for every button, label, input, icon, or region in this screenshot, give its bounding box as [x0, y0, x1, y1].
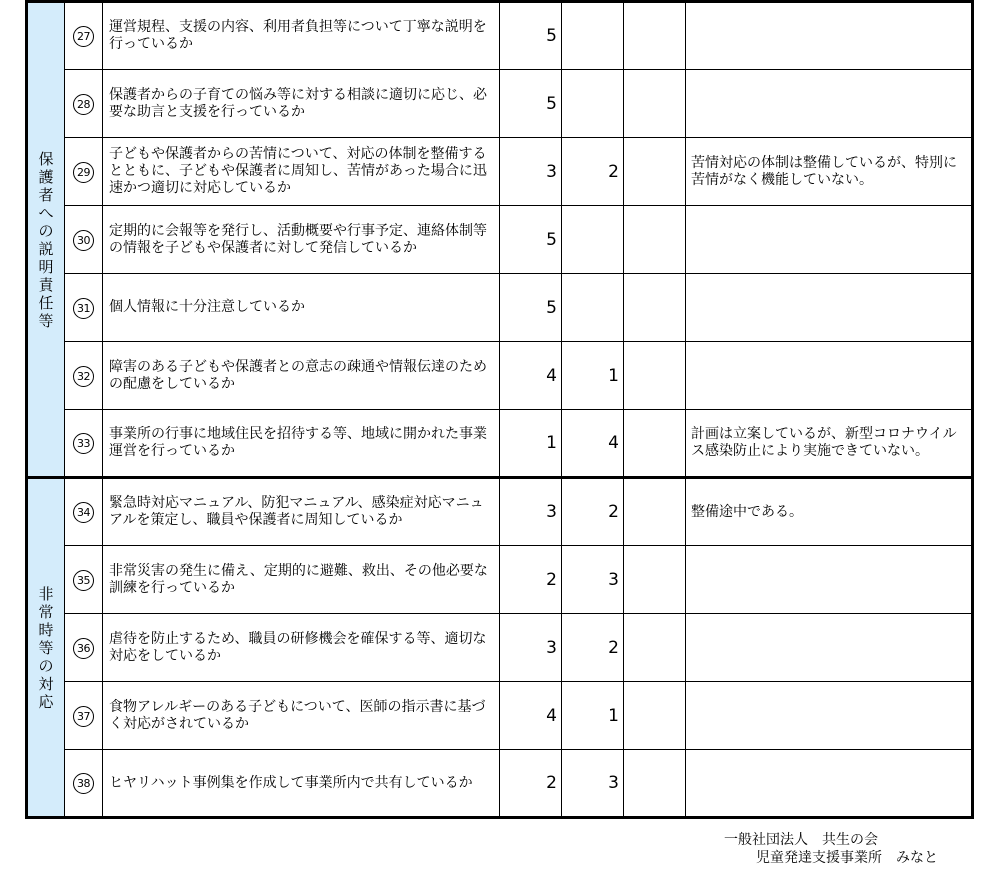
count-yes: 3: [500, 614, 562, 682]
item-number: 34: [73, 502, 94, 523]
remark-cell: [686, 342, 973, 410]
count-partial: 2: [562, 614, 624, 682]
count-yes: 4: [500, 342, 562, 410]
count-no: [624, 546, 686, 614]
item-number-cell: [65, 546, 103, 614]
count-partial: 2: [562, 138, 624, 206]
category-label: 非常時等の対応: [38, 584, 54, 711]
count-partial: [562, 70, 624, 138]
item-number: 37: [73, 706, 94, 727]
evaluation-table: [25, 0, 974, 819]
count-partial: [562, 2, 624, 70]
table-row: [27, 70, 973, 138]
item-text: 定期的に会報等を発行し、活動概要や行事予定、連絡体制等の情報を子どもや保護者に対して発信しているか: [103, 206, 500, 274]
count-partial: 2: [562, 478, 624, 546]
item-number: 35: [73, 570, 94, 591]
count-no: [624, 342, 686, 410]
remark-cell: [686, 682, 973, 750]
item-number: 32: [73, 366, 94, 387]
count-no: [624, 70, 686, 138]
category-cell: [27, 478, 65, 818]
item-number-cell: [65, 614, 103, 682]
count-no: [624, 206, 686, 274]
item-text: 虐待を防止するため、職員の研修機会を確保する等、適切な対応をしているか: [103, 614, 500, 682]
item-number-cell: [65, 274, 103, 342]
item-text: 事業所の行事に地域住民を招待する等、地域に開かれた事業運営を行っているか: [103, 410, 500, 478]
table-row: [27, 682, 973, 750]
remark-cell: [686, 750, 973, 818]
item-number: 27: [73, 26, 94, 47]
footer-org: 一般社団法人 共生の会: [724, 832, 878, 848]
count-no: [624, 410, 686, 478]
count-yes: 1: [500, 410, 562, 478]
category-label: 保護者への説明責任等: [38, 149, 54, 330]
count-partial: 3: [562, 546, 624, 614]
item-text: 個人情報に十分注意しているか: [103, 274, 500, 342]
count-no: [624, 138, 686, 206]
remark-cell: 苦情対応の体制は整備しているが、特別に苦情がなく機能していない。: [686, 138, 973, 206]
item-text: 非常災害の発生に備え、定期的に避難、救出、その他必要な訓練を行っているか: [103, 546, 500, 614]
remark-cell: [686, 70, 973, 138]
item-text: 食物アレルギーのある子どもについて、医師の指示書に基づく対応がされているか: [103, 682, 500, 750]
count-yes: 3: [500, 478, 562, 546]
count-yes: 2: [500, 546, 562, 614]
item-number-cell: [65, 138, 103, 206]
count-yes: 5: [500, 274, 562, 342]
item-number: 38: [73, 773, 94, 794]
count-no: [624, 478, 686, 546]
item-number-cell: [65, 70, 103, 138]
count-partial: [562, 206, 624, 274]
count-yes: 5: [500, 206, 562, 274]
table-row: [27, 546, 973, 614]
count-yes: 3: [500, 138, 562, 206]
item-number-cell: [65, 682, 103, 750]
category-cell: [27, 2, 65, 478]
count-no: [624, 2, 686, 70]
item-text: 障害のある子どもや保護者との意志の疎通や情報伝達のための配慮をしているか: [103, 342, 500, 410]
count-yes: 2: [500, 750, 562, 818]
item-text: ヒヤリハット事例集を作成して事業所内で共有しているか: [103, 750, 500, 818]
count-partial: 4: [562, 410, 624, 478]
item-number: 29: [73, 162, 94, 183]
footer-facility: 児童発達支援事業所 みなと: [756, 850, 938, 866]
item-number-cell: [65, 2, 103, 70]
remark-cell: [686, 2, 973, 70]
count-no: [624, 274, 686, 342]
table-row: [27, 478, 973, 546]
item-number: 30: [73, 230, 94, 251]
count-no: [624, 750, 686, 818]
table-row: [27, 614, 973, 682]
table-row: [27, 750, 973, 818]
item-number-cell: [65, 410, 103, 478]
item-text: 運営規程、支援の内容、利用者負担等について丁寧な説明を行っているか: [103, 2, 500, 70]
item-number-cell: [65, 342, 103, 410]
count-no: [624, 682, 686, 750]
remark-cell: 整備途中である。: [686, 478, 973, 546]
item-text: 子どもや保護者からの苦情について、対応の体制を整備するとともに、子どもや保護者に周知し、苦情があった場合に迅速かつ適切に対応しているか: [103, 138, 500, 206]
item-number: 28: [73, 94, 94, 115]
count-partial: 1: [562, 342, 624, 410]
item-number-cell: [65, 478, 103, 546]
table-row: [27, 2, 973, 70]
item-number-cell: [65, 206, 103, 274]
count-partial: 3: [562, 750, 624, 818]
remark-cell: [686, 546, 973, 614]
count-yes: 5: [500, 2, 562, 70]
item-text: 保護者からの子育ての悩み等に対する相談に適切に応じ、必要な助言と支援を行っているか: [103, 70, 500, 138]
item-text: 緊急時対応マニュアル、防犯マニュアル、感染症対応マニュアルを策定し、職員や保護者に周知しているか: [103, 478, 500, 546]
remark-cell: [686, 274, 973, 342]
remark-cell: [686, 206, 973, 274]
item-number: 33: [73, 433, 94, 454]
remark-cell: 計画は立案しているが、新型コロナウイルス感染防止により実施できていない。: [686, 410, 973, 478]
item-number-cell: [65, 750, 103, 818]
count-partial: [562, 274, 624, 342]
item-number: 36: [73, 638, 94, 659]
table-row: [27, 138, 973, 206]
count-yes: 4: [500, 682, 562, 750]
remark-cell: [686, 614, 973, 682]
table-row: [27, 274, 973, 342]
table-row: [27, 410, 973, 478]
item-number: 31: [73, 298, 94, 319]
table-row: [27, 206, 973, 274]
count-no: [624, 614, 686, 682]
count-yes: 5: [500, 70, 562, 138]
table-row: [27, 342, 973, 410]
count-partial: 1: [562, 682, 624, 750]
